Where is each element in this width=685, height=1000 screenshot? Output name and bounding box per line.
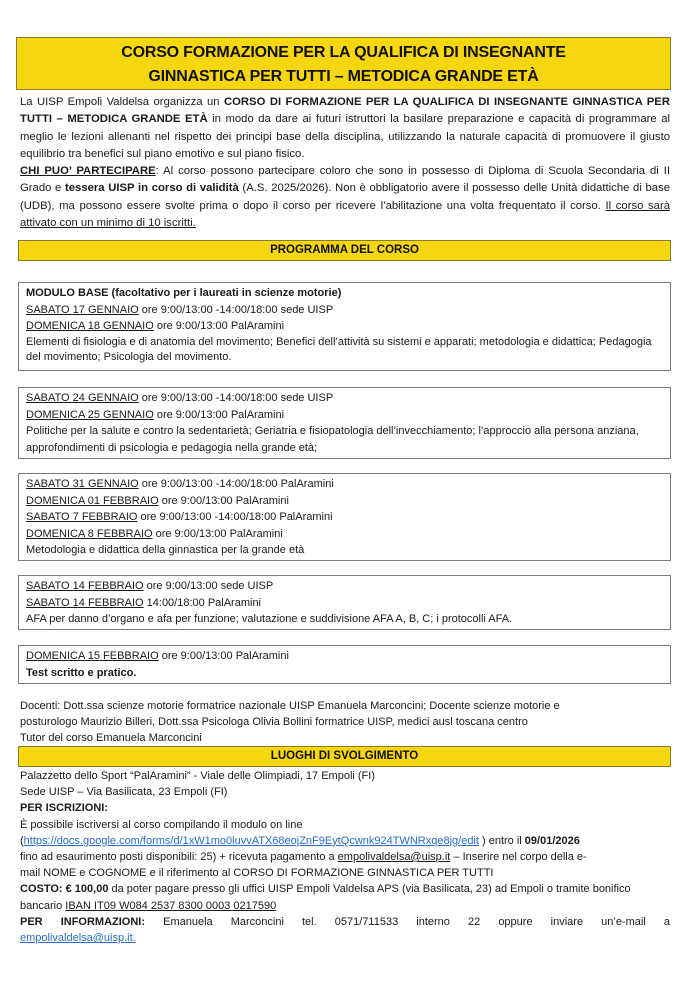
title-line-2: GINNASTICA PER TUTTI – METODICA GRANDE ETÀ — [148, 68, 539, 85]
info-word: oppure — [498, 915, 533, 928]
teachers-line-2: posturologo Maurizio Billeri, Dott.ssa Psicologa Olivia Bollini formatrice UISP, medici ausl toscana centro — [20, 716, 528, 729]
module-5-exam — [18, 645, 671, 684]
session-row — [26, 318, 663, 335]
session-date: SABATO 17 GENNAIO — [26, 303, 139, 316]
info-word: a — [663, 915, 670, 928]
session-details: ore 9:00/13:00 PalAramini — [158, 650, 289, 662]
who-text-1: : Al corso possono partecipare coloro che sono in possesso di Diploma di Scuola Secondaria di II Grado e — [20, 165, 670, 195]
info-word: Emanuela — [163, 915, 213, 928]
title-banner — [16, 37, 671, 90]
info-word: inviare — [550, 915, 584, 928]
minimum-enrollment-note: Il corso sarà attivato con un minimo di 10 iscritti. — [20, 199, 670, 230]
session-details: ore 9:00/13:00 -14:00/18:00 sede UISP — [138, 303, 334, 316]
registration-line-1: È possibile iscriversi al corso compilando il modulo on line — [20, 818, 303, 831]
session-row — [26, 578, 663, 595]
info-extension: 22 — [467, 915, 481, 928]
info-phone: 0571/711533 — [334, 915, 399, 928]
module-2 — [18, 387, 671, 459]
session-row — [26, 407, 663, 424]
program-heading: PROGRAMMA DEL CORSO — [18, 240, 671, 261]
module-description: Test scritto e pratico. — [26, 666, 137, 679]
session-date: SABATO 14 FEBBRAIO — [26, 596, 144, 609]
session-row — [26, 509, 663, 526]
module-1 — [18, 282, 671, 371]
info-email-link[interactable]: empolivaldelsa@uisp.it. — [20, 932, 136, 945]
teachers-section — [20, 698, 670, 747]
info-word: un’e-mail — [601, 915, 646, 928]
session-date: SABATO 31 GENNAIO — [26, 478, 139, 490]
session-details: ore 9:00/13:00 -14:00/18:00 PalAramini — [137, 511, 333, 523]
info-word: tel. — [302, 915, 317, 928]
session-details: ore 9:00/13:00 -14:00/18:00 PalAramini — [138, 478, 334, 490]
paren: ( — [20, 834, 24, 847]
module-description: Elementi di fisiologia e di anatomia del movimento; Benefici dell’attività su sistemi e apparati; metodologia e didattica; Pedagogia del movimento; Psicologia del movimento. — [26, 335, 652, 363]
info-line — [20, 914, 670, 930]
registration-line-3 — [20, 849, 670, 865]
session-row — [26, 595, 663, 612]
module-4 — [18, 575, 671, 630]
session-date: SABATO 14 FEBBRAIO — [26, 580, 144, 592]
cost-label: COSTO: € 100,00 — [20, 883, 109, 896]
module-description: Metodologia e didattica della ginnastica per la grande età — [26, 544, 305, 556]
registration-form-link[interactable]: https://docs.google.com/forms/d/1xW1mo0luvvATX68eojZnF9EytQcwnk924TWNRxqe8jg/edit — [23, 834, 479, 847]
session-row — [26, 493, 663, 510]
iban: IBAN IT09 W084 2537 8300 0003 0217590 — [65, 899, 277, 912]
session-details: ore 9:00/13:00 PalAramini — [152, 527, 283, 540]
teachers-line-1: Docenti: Dott.ssa scienze motorie formatrice nazionale UISP Emanuela Marconcini; Docente scienze motorie e — [20, 700, 560, 712]
info-word: PER — [20, 915, 43, 928]
who-text-2: (A.S. 2025/2026). Non è obbligatorio avere il possesso delle Unità didattiche di base (UDB), ma possono essere svolte prima o dopo il corso per ricevere l’abilitazione una volta frequentato il corso. — [20, 182, 670, 212]
session-details: ore 9:00/13:00 sede UISP — [143, 580, 274, 592]
session-date: DOMENICA 15 FEBBRAIO — [26, 650, 159, 662]
tutor-line: Tutor del corso Emanuela Marconcini — [20, 732, 202, 745]
info-word: INFORMAZIONI: — [60, 915, 146, 928]
session-date: DOMENICA 18 GENNAIO — [26, 320, 154, 332]
registration-text: fino ad esaurimento posti disponibili: 25) + ricevuta pagamento a — [20, 851, 338, 864]
intro-start: La UISP Empoli Valdelsa organizza un — [20, 96, 224, 108]
info-word: interno — [416, 915, 450, 928]
cost-text: da poter pagare presso gli uffici UISP Empoli Valdelsa APS (via Basilicata, 23) ad Empoli o tramite bonifico — [108, 883, 631, 896]
cost-line — [20, 881, 670, 897]
session-row — [26, 648, 663, 665]
registration-text-end: – Inserire nel corpo della e- — [450, 851, 587, 864]
session-date: DOMENICA 25 GENNAIO — [26, 408, 154, 421]
intro-end: in modo da dare ai futuri istruttori la basilare preparazione e capacità di programmare al meglio le lezioni allenanti nel rispetto dei principi base della disciplina, utilizzando la naturale capacità di promuovere il giusto equilibrio tra benefici sul piano emotivo e sul piano fisico. — [20, 113, 671, 160]
registration-heading: PER ISCRIZIONI: — [20, 802, 109, 815]
who-membership: tessera UISP in corso di validità — [65, 182, 239, 195]
venue-palaramini: Palazzetto dello Sport “PalAramini” - Viale delle Olimpiadi, 17 Empoli (FI) — [20, 770, 375, 782]
session-details: ore 9:00/13:00 PalAramini — [153, 320, 285, 332]
registration-line-2 — [20, 833, 670, 849]
info-word: Marconcini — [230, 915, 284, 928]
venues-heading: LUOGHI DI SVOLGIMENTO — [18, 746, 671, 767]
session-row — [26, 390, 663, 407]
registration-line-4: mail NOME e COGNOME e il riferimento al CORSO DI FORMAZIONE GINNASTICA PER TUTTI — [20, 867, 494, 880]
module-title: MODULO BASE (facoltativo per i laureati in scienze motorie) — [26, 287, 342, 299]
session-date: DOMENICA 8 FEBBRAIO — [26, 527, 153, 540]
module-3 — [18, 473, 671, 561]
session-date: SABATO 24 GENNAIO — [26, 392, 139, 404]
venues-and-registration — [20, 768, 670, 946]
session-details: ore 9:00/13:00 PalAramini — [153, 408, 285, 421]
bank-prefix: bancario — [20, 899, 66, 912]
session-date: DOMENICA 01 FEBBRAIO — [26, 494, 159, 507]
intro-text — [20, 94, 670, 232]
session-date: SABATO 7 FEBBRAIO — [26, 511, 138, 523]
session-details: ore 9:00/13:00 -14:00/18:00 sede UISP — [138, 392, 334, 404]
deadline-prefix: ) entro il — [478, 834, 525, 847]
session-details: 14:00/18:00 PalAramini — [143, 596, 262, 609]
session-row — [26, 476, 663, 493]
venue-sede-uisp: Sede UISP – Via Basilicata, 23 Empoli (FI) — [20, 786, 228, 799]
session-row — [26, 302, 663, 319]
registration-deadline: 09/01/2026 — [524, 834, 580, 847]
title-line-1: CORSO FORMAZIONE PER LA QUALIFICA DI INSEGNANTE — [121, 44, 566, 61]
module-description: AFA per danno d’organo e afa per funzione; valutazione e suddivisione AFA A, B, C; i protocolli AFA. — [26, 613, 513, 625]
who-can-participate-label: CHI PUO’ PARTECIPARE — [20, 165, 156, 178]
intro-course-name: CORSO DI FORMAZIONE PER LA QUALIFICA DI INSEGNANTE GINNASTICA PER TUTTI – METODICA GRANDE ETÀ — [20, 96, 670, 126]
module-description: Politiche per la salute e contro la sedentarietà; Geriatria e fisiopatologia dell’invecchiamento; l’approccio alla persona anziana, approfondimenti di psicologia e pedagogia nella grande età; — [26, 425, 639, 454]
registration-email-link[interactable]: empolivaldelsa@uisp.it — [337, 851, 451, 864]
session-details: ore 9:00/13:00 PalAramini — [158, 494, 289, 507]
session-row — [26, 526, 663, 543]
iban-line — [20, 898, 670, 914]
